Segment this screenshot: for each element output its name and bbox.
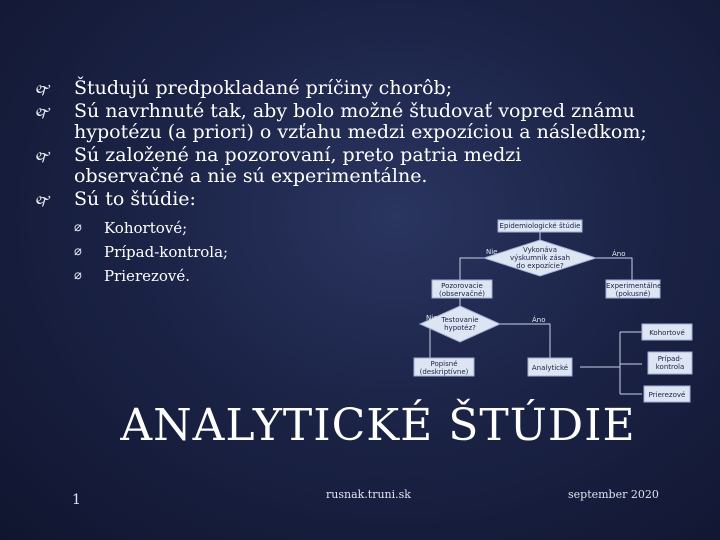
- study-types-flowchart: [410, 212, 698, 408]
- bullet-text: Sú navrhnuté tak, aby bolo možné študovať vopred známu hypotézu (a priori) o vzťahu medzi expozíciou a následkom;: [74, 100, 647, 143]
- cross-sectional-label: Prierezové: [648, 391, 686, 399]
- bullet-icon: 🙰: [34, 82, 52, 98]
- edge-yes1-label: Áno: [612, 250, 626, 258]
- sub-bullet-icon: ⌀: [74, 244, 82, 259]
- flowchart-graphic: [410, 212, 698, 408]
- edge-no1-label: Nie: [486, 248, 498, 256]
- slide-title: ANALYTICKÉ ŠTÚDIE: [120, 400, 636, 451]
- top-box-label: Epidemiologické štúdie: [499, 222, 581, 230]
- sub-bullet-text: Prípad-kontrola;: [104, 243, 229, 261]
- sub-bullet-text: Kohortové;: [104, 219, 188, 237]
- analytical-label: Analytické: [531, 364, 569, 372]
- decision2-label: Testovanie hypotéz?: [441, 316, 479, 332]
- bullet-text: Sú založené na pozorovaní, preto patria medzi observačné a nie sú experimentálne.: [74, 144, 522, 187]
- bullet-icon: 🙰: [34, 193, 52, 209]
- descriptive-label: Popisné (deskriptívne): [419, 360, 469, 376]
- decision1-label: Vykonáva výskumník zásah do expozície?: [509, 246, 571, 270]
- bullet-item: [30, 101, 680, 143]
- observational-label: Pozorovacie (observačné): [438, 282, 486, 298]
- edge-no2-label: Nie: [426, 314, 438, 322]
- sub-bullet-text: Prierezové.: [104, 267, 191, 285]
- footer-site: rusnak.truni.sk: [326, 488, 411, 501]
- cohort-label: Kohortové: [649, 329, 685, 337]
- bullet-text: Sú to štúdie:: [74, 188, 196, 210]
- bullet-item: [30, 78, 680, 99]
- experimental-label: Experimentálne (pokusné): [606, 282, 662, 298]
- sub-bullet-icon: ⌀: [74, 268, 82, 283]
- case-control-label: Prípad-kontrola: [655, 355, 685, 371]
- footer-date: september 2020: [568, 488, 659, 501]
- bullet-icon: 🙰: [34, 149, 52, 165]
- edge-yes2-label: Áno: [532, 316, 546, 324]
- bullet-item: [30, 189, 680, 210]
- bullet-icon: 🙰: [34, 105, 52, 121]
- bullet-text: Študujú predpokladané príčiny chorôb;: [74, 77, 453, 99]
- bullet-item: [30, 145, 680, 187]
- sub-bullet-icon: ⌀: [74, 220, 82, 235]
- page-number: 1: [72, 492, 81, 508]
